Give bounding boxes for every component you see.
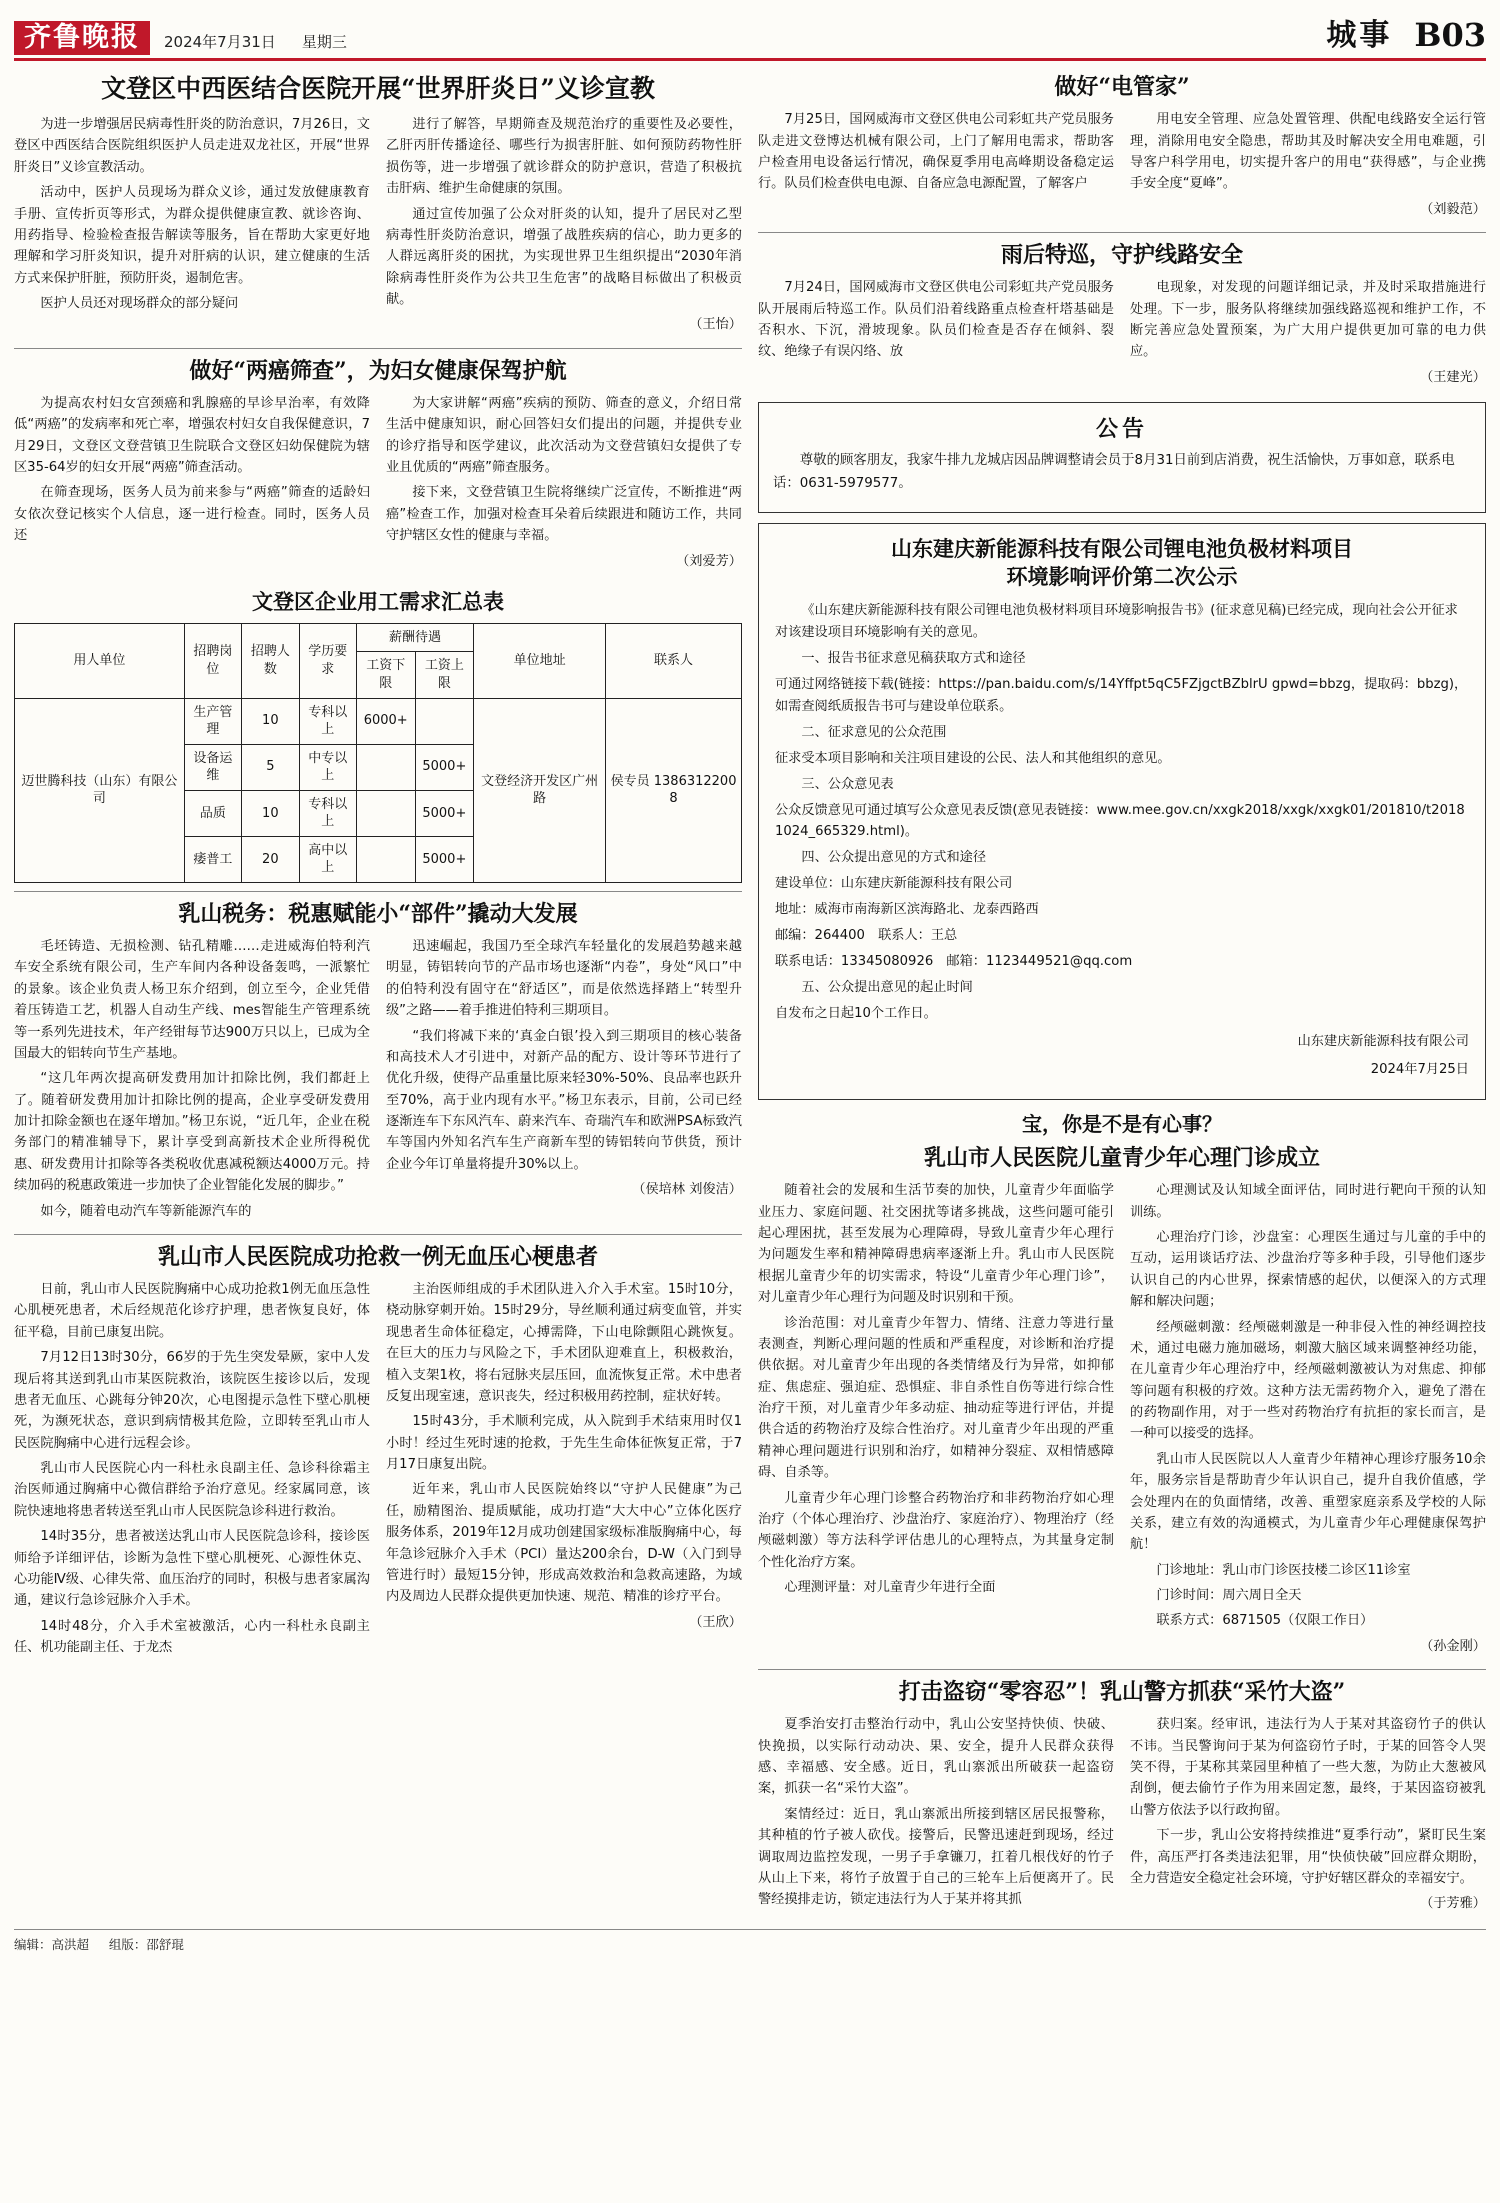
eia-section-1-text: 可通过网络链接下载(链接：https://pan.baidu.com/s/14Yffpt5qC5FZjgctBZblrU gpwd=bbzg，提取码：bbzg)，如需查阅纸质报告书可与建设单位联系。	[775, 677, 1468, 714]
clinic-hours: 门诊时间：周六周日全天	[1156, 1588, 1302, 1604]
newspaper-logo: 齐鲁晚报	[14, 21, 150, 55]
article-byline: （王怡）	[689, 317, 742, 333]
table-row	[15, 698, 742, 744]
article-theft-crackdown	[758, 1678, 1486, 1919]
article-tax-benefit	[14, 900, 742, 1226]
paragraph: 迅速崛起，我国乃至全球汽车轻量化的发展趋势越来越明显，铸铝转向节的产品市场也逐渐“内卷”，身处“风口”中的伯特利没有固守在“舒适区”，而是依然选择踏上“转型升级”之路——着手推进伯特利三期项目。	[386, 939, 742, 1019]
cell-count: 5	[242, 744, 299, 790]
eia-section-3	[775, 774, 1469, 796]
eia-section-2-title: 二、征求意见的公众范围	[801, 724, 947, 740]
paragraph: 心理测评量：对儿童青少年进行全面	[784, 1580, 996, 1596]
article-headline: 雨后特巡，守护线路安全	[1000, 242, 1243, 269]
th-count: 招聘人数	[242, 623, 299, 698]
paragraph: 经颅磁刺激：经颅磁刺激是一种非侵入性的神经调控技术，通过电磁力施加磁场，刺激大脑区域来调整神经功能，在儿童青少年心理治疗中，经颅磁刺激被认为对焦虑、抑郁等问题有积极的疗效。这种方法无需药物介入，避免了潜在的药物副作用，对于一些对药物治疗有抗拒的家长而言，是一种可以接受的选择。	[1130, 1319, 1486, 1442]
cell-count: 20	[242, 836, 299, 882]
article-column-2	[386, 393, 742, 576]
eia-title-line2: 环境影响评价第二次公示	[1006, 563, 1238, 589]
paragraph: 心理测试及认知域全面评估，同时进行靶向干预的认知训练。	[1130, 1183, 1486, 1220]
paragraph: 诊治范围：对儿童青少年智力、情绪、注意力等进行量表测查，判断心理问题的性质和严重程度，对诊断和治疗提供依据。对儿童青少年出现的各类情绪及行为异常，如抑郁症、焦虑症、强迫症、恐惧症、非自杀性自伤等进行综合性治疗干预，对儿童青少年多动症、抽动症等进行评估，并提供合适的药物治疗及综合性治疗。对儿童青少年出现的严重精神心理问题进行识别和治疗，如精神分裂症、双相情感障碍、自杀等。	[758, 1315, 1114, 1481]
article-column-1	[758, 277, 1114, 392]
article-kicker: 宝，你是不是有心事？	[1022, 1111, 1222, 1136]
cell-salary-high: 5000+	[415, 836, 474, 882]
paragraph: 7月12日13时30分，66岁的于先生突发晕厥，家中人发现后将其送到乳山市某医院救治，该院医生接诊以后，发现患者无血压、心跳每分钟20次，心电图提示急性下壁心肌梗死，为濒死状态，意识到病情极其危险，立即转至乳山市人民医院胸痛中心进行远程会诊。	[14, 1350, 370, 1451]
cell-salary-low	[356, 790, 415, 836]
divider	[14, 891, 742, 892]
cell-post: 痿普工	[184, 836, 241, 882]
eia-title	[775, 535, 1469, 592]
eia-section-1-title: 一、报告书征求意见稿获取方式和途径	[801, 651, 1026, 667]
right-column	[758, 67, 1486, 1919]
clinic-phone: 联系方式：6871505（仅限工作日）	[1156, 1613, 1374, 1629]
cell-post: 生产管理	[184, 698, 241, 744]
article-column-2	[1130, 109, 1486, 224]
eia-section-5-text: 自发布之日起10个工作日。	[775, 1005, 937, 1021]
th-address: 单位地址	[474, 623, 606, 698]
cell-count: 10	[242, 698, 299, 744]
eia-intro: 《山东建庆新能源科技有限公司锂电池负极材料项目环境影响报告书》(征求意见稿)已经完成，现向社会公开征求对该建设项目环境影响有关的意见。	[775, 603, 1458, 641]
article-column-2	[386, 1279, 742, 1662]
paragraph: 通过宣传加强了公众对肝炎的认知，提升了居民对乙型病毒性肝炎防治意识，增强了战胜疾病的信心，助力更多的人群远离肝炎的困扰，为实现世界卫生组织提出“2030年消除病毒性肝炎作为公共卫生危害”的战略目标做出了积极贡献。	[386, 206, 742, 307]
public-notice-box	[758, 402, 1486, 513]
article-column-1	[758, 1180, 1114, 1661]
article-byline: （孙金刚）	[1420, 1638, 1486, 1654]
paragraph: “这几年两次提高研发费用加计扣除比例，我们都赶上了。随着研发费用加计扣除比例的提高，企业享受研发费用加计扣除金额也在逐年增加。”杨卫东说，“近几年，企业在税务部门的精准辅导下，累计享受到高新技术企业所得税优惠、研发费用计扣除等各类税收优惠减税额达4000万元。持续加码的税惠政策进一步加快了企业智能化发展的脚步。”	[14, 1071, 370, 1194]
paragraph: 乳山市人民医院以人人童青少年精神心理诊疗服务10余年，服务宗旨是帮助青少年认识自己，提升自我价值感，学会处理内在的负面情绪，改善、重塑家庭亲系及学校的人际关系，建立有效的沟通模式，为儿童青少年心理健康保驾护航！	[1130, 1451, 1486, 1553]
masthead-right	[1326, 10, 1486, 55]
paragraph: 案情经过：近日，乳山寨派出所接到辖区居民报警称，其种植的竹子被人砍伐。接警后，民警迅速赶到现场，经过调取周边监控发现，一男子手拿镰刀，扛着几根伐好的竹子从山上下来，将竹子放置于自己的三轮车上后便离开了。民警经摸排走访，锁定违法行为人于某并将其抓	[758, 1806, 1114, 1908]
article-headline: 做好“电管家”	[1054, 74, 1190, 100]
paragraph: 活动中，医护人员现场为群众义诊，通过发放健康教育手册、宣传折页等形式，为群众提供健康宣教、就诊咨询、用药指导、检验检查报告解读等服务，旨在帮助大家更好地理解和学习肝炎知识，提升对肝病的认识，建立健康的生活方式来保护肝脏，预防肝炎，遏制危害。	[14, 185, 370, 286]
cell-salary-low: 6000+	[356, 698, 415, 744]
eia-section-2	[775, 722, 1469, 744]
cell-edu: 中专以上	[299, 744, 356, 790]
paragraph: 儿童青少年心理门诊整合药物治疗和非药物治疗如心理治疗（个体心理治疗、沙盘治疗、家庭治疗）、物理治疗（经颅磁刺激）等方法科学评估患儿的心理特点，为其量身定制个性化治疗方案。	[758, 1490, 1114, 1570]
article-body	[758, 277, 1486, 392]
article-hepatitis-clinic	[14, 73, 742, 340]
cell-salary-high: 5000+	[415, 790, 474, 836]
article-headline: 乳山市人民医院成功抢救一例无血压心梗患者	[157, 1243, 598, 1270]
table-header-row	[15, 623, 742, 652]
eia-contact-address: 地址：威海市南海新区滨海路北、龙泰西路西	[775, 902, 1039, 918]
paragraph: 在筛查现场，医务人员为前来参与“两癌”筛查的适龄妇女依次登记核实个人信息，逐一进行检查。同时，医务人员还	[14, 485, 370, 544]
th-salary-high: 工资上限	[415, 652, 474, 698]
cell-edu: 专科以上	[299, 698, 356, 744]
paragraph: 为提高农村妇女宫颈癌和乳腺癌的早诊早治率，有效降低“两癌”的发病率和死亡率，增强农村妇女自我保健意识，7月29日，文登区文登营镇卫生院联合文登区妇幼保健院为辖区35-64岁的妇女开展“两癌”筛查活动。	[14, 395, 370, 476]
article-headline: 打击盗窃“零容忍”！乳山警方抓获“采竹大盗”	[898, 1679, 1346, 1706]
eia-title-line1: 山东建庆新能源科技有限公司锂电池负极材料项目	[891, 535, 1353, 561]
jobs-table-title: 文登区企业用工需求汇总表	[252, 588, 504, 614]
article-byline: （侯培林 刘俊洁）	[632, 1182, 742, 1198]
paragraph: 随着社会的发展和生活节奏的加快，儿童青少年面临学业压力、家庭问题、社交困扰等诸多挑战，这些问题可能引起心理困扰，甚至发展为心理障碍，导致儿童青少年心理行为问题发生率和精神障碍患病率逐渐上升。乳山市人民医院根据儿童青少年的切实需求，特设“儿童青少年心理门诊”，对儿童青少年心理行为问题及时识别和干预。	[758, 1183, 1114, 1306]
eia-section-2-text: 征求受本项目影响和关注项目建设的公民、法人和其他组织的意见。	[775, 750, 1171, 766]
article-body	[758, 109, 1486, 224]
paragraph: 7月25日，国网威海市文登区供电公司彩虹共产党员服务队走进文登博达机械有限公司，上门了解用电需求，帮助客户检查用电设备运行情况，确保夏季用电高峰期设备稳定运行。队员们检查供电电源、自备应急电源配置，了解客户	[758, 112, 1114, 192]
divider	[14, 348, 742, 349]
article-body	[14, 936, 742, 1226]
th-contact: 联系人	[606, 623, 742, 698]
paragraph: 近年来，乳山市人民医院始终以“守护人民健康”为己任，励精图治、提质赋能，成功打造“大大中心”立体化医疗服务体系，2019年12月成功创建国家级标准版胸痛中心，每年急诊冠脉介入手术（PCI）量达200余台，D-W（入门到导管进行时）最短15分钟，形成高效救治和急救高速路，为域内及周边人民群众提供更加快速、规范、精准的诊疗平台。	[386, 1482, 742, 1605]
clinic-address: 门诊地址：乳山市门诊医技楼二诊区11诊室	[1156, 1562, 1411, 1578]
article-byline: （刘毅范）	[1420, 201, 1486, 217]
article-column-1	[14, 114, 370, 340]
divider	[14, 1234, 742, 1235]
eia-section-4	[775, 847, 1469, 869]
eia-section-4-title: 四、公众提出意见的方式和途径	[801, 850, 987, 866]
article-body	[14, 393, 742, 576]
page-columns	[14, 67, 1486, 1919]
cell-salary-low	[356, 836, 415, 882]
paragraph: 用电安全管理、应急处置管理、供配电线路安全运行管理，消除用电安全隐患，帮助其及时解决安全用电难题，引导客户科学用电，切实提升客户的用电“获得感”，与企业携手安全度“夏峰”。	[1130, 112, 1486, 192]
cell-count: 10	[242, 790, 299, 836]
paragraph: 15时43分，手术顺利完成，从入院到手术结束用时仅1小时！经过生死时速的抢救，于先生生命体征恢复正常，于7月17日康复出院。	[386, 1414, 742, 1473]
notice-text: 尊敬的顾客朋友，我家牛排九龙城店因品牌调整请会员于8月31日前到店消费，祝生活愉快，万事如意，联系电话：0631-5979577。	[773, 453, 1455, 491]
eia-signature-date: 2024年7月25日	[1370, 1061, 1469, 1077]
article-headline: 做好“两癌筛查”，为妇女健康保驾护航	[189, 357, 567, 384]
article-byline: （于芳雅）	[1420, 1896, 1486, 1912]
article-headline: 文登区中西医结合医院开展“世界肝炎日”义诊宣教	[101, 74, 655, 103]
article-column-1	[14, 393, 370, 576]
section-name: 城事	[1326, 18, 1393, 53]
eia-section-1	[775, 648, 1469, 670]
eia-section-3-text: 公众反馈意见可通过填写公众意见表反馈(意见表链接：www.mee.gov.cn/xxgk2018/xxgk/xxgk01/201810/t20181024_665329.html)。	[775, 802, 1465, 840]
eia-section-3-title: 三、公众意见表	[801, 776, 894, 792]
article-byline: （刘爱芳）	[676, 553, 742, 569]
article-byline: （王欣）	[689, 1614, 742, 1630]
article-column-2	[386, 114, 742, 340]
paragraph: 接下来，文登营镇卫生院将继续广泛宣传，不断推进“两癌”检查工作，加强对检查耳朵着后续跟进和随访工作，共同守护辖区女性的健康与幸福。	[386, 485, 742, 544]
article-column-1	[758, 1714, 1114, 1918]
cell-post: 设备运维	[184, 744, 241, 790]
eia-contact-postcode: 邮编：264400 联系人：王总	[775, 928, 958, 944]
th-unit: 用人单位	[15, 623, 185, 698]
eia-signature-company: 山东建庆新能源科技有限公司	[1297, 1033, 1469, 1049]
article-youth-psych-clinic	[758, 1112, 1486, 1662]
article-column-2	[1130, 1714, 1486, 1918]
paragraph: 为大家讲解“两癌”疾病的预防、筛查的意义，介绍日常生活中健康知识，耐心回答妇女们提出的问题，并提供专业的诊疗指导和医学建议，此次活动为文登营镇妇女提供了专业且优质的“两癌”筛查服务。	[386, 395, 742, 476]
eia-announcement-box	[758, 523, 1486, 1100]
article-column-1	[14, 1279, 370, 1662]
paragraph: “我们将减下来的‘真金白银’投入到三期项目的核心装备和高技术人才引进中，对新产品的配方、设计等环节进行了优化升级，使得产品重量比原来轻30%-50%、良品率也跃升至70%，高于业内现有水平。”杨卫东表示，目前，公司已经逐渐连车下东风汽车、蔚来汽车、奇瑞汽车和欧洲PSA标致汽车等国内外知名汽车生产商新车型的铸铝转向节供货，预计企业今年订单量将提升30%以上。	[386, 1028, 742, 1172]
notice-title: 公告	[1095, 416, 1148, 443]
article-body	[14, 1279, 742, 1662]
paragraph: 医护人员还对现场群众的部分疑问	[40, 296, 239, 311]
paragraph: 电现象，对发现的问题详细记录，并及时采取措施进行处理。下一步，服务队将继续加强线路巡视和维护工作，不断完善应急处置预案，为广大用户提供更加可靠的电力供应。	[1130, 280, 1486, 360]
weekday: 星期三	[301, 33, 347, 51]
article-headline: 乳山市人民医院儿童青少年心理门诊成立	[923, 1145, 1320, 1172]
article-body	[14, 114, 742, 340]
th-edu: 学历要求	[299, 623, 356, 698]
paragraph: 日前，乳山市人民医院胸痛中心成功抢救1例无血压急性心肌梗死患者，术后经规范化诊疗护理，患者恢复良好，体征平稳，目前已康复出院。	[14, 1282, 370, 1340]
cell-address: 文登经济开发区广州路	[474, 698, 606, 882]
paragraph: 获归案。经审讯，违法行为人于某对其盗窃竹子的供认不讳。当民警询问于某为何盗窃竹子时，于某的回答令人哭笑不得，于某称其菜园里种植了一些大葱，为防止大葱被风刮倒，便去偷竹子作为用来固定葱，最终，于某因盗窃被乳山警方依法予以行政拘留。	[1130, 1717, 1486, 1818]
article-column-1	[758, 109, 1114, 224]
cell-edu: 专科以上	[299, 790, 356, 836]
page-footer	[14, 1929, 1486, 1953]
eia-contact-unit: 建设单位：山东建庆新能源科技有限公司	[775, 876, 1013, 892]
paragraph: 主治医师组成的手术团队进入介入手术室。15时10分，桡动脉穿刺开始。15时29分，导丝顺利通过病变血管，并实现患者生命体征稳定，心搏需降，下山电除颤阻心跳恢复。在巨大的压力与风险之下，手术团队迎难直上，积极救治，植入支架1枚，将右冠脉夹层压回，血流恢复正常。术中患者反复出现室速，意识丧失，经过积极用药控制，症状好转。	[386, 1282, 742, 1404]
article-heart-rescue	[14, 1243, 742, 1663]
cell-salary-high: 5000+	[415, 744, 474, 790]
cell-company: 迈世腾科技（山东）有限公司	[15, 698, 185, 882]
footer-editor: 编辑：高洪超	[14, 1936, 90, 1952]
paragraph: 进行了解答，早期筛查及规范治疗的重要性及必要性，乙肝丙肝传播途径、哪些行为损害肝脏、如何预防药物性肝损伤等，进一步增强了就诊群众的防护意识，营造了积极抗击肝病、维护生命健康的氛围。	[386, 117, 742, 197]
article-power-steward	[758, 73, 1486, 224]
paragraph: 下一步，乳山公安将持续推进“夏季行动”，紧盯民生案件，高压严打各类违法犯罪，用“快侦快破”回应群众期盼，全力营造安全稳定社会环境，守护好辖区群众的幸福安宁。	[1130, 1828, 1486, 1886]
left-column	[14, 67, 742, 1919]
paragraph: 14时48分，介入手术室被激活，心内一科杜永良副主任、机功能副主任、于龙杰	[14, 1618, 370, 1656]
cell-salary-high	[415, 698, 474, 744]
article-column-2	[1130, 1180, 1486, 1661]
article-line-patrol	[758, 241, 1486, 392]
paragraph: 为进一步增强居民病毒性肝炎的防治意识，7月26日，文登区中西医结合医院组织医护人员走进双龙社区，开展“世界肝炎日”义诊宣教活动。	[14, 117, 370, 175]
cell-salary-low	[356, 744, 415, 790]
paragraph: 乳山市人民医院心内一科杜永良副主任、急诊科徐霜主治医师通过胸痛中心微信群给予治疗意见。经家属同意，该院快速地将患者转送至乳山市人民医院急诊科进行救治。	[14, 1461, 370, 1519]
cell-contact: 侯专员 13863122008	[606, 698, 742, 882]
eia-contact-phone: 联系电话：13345080926 邮箱：1123449521@qq.com	[775, 954, 1133, 969]
divider	[758, 232, 1486, 233]
jobs-table	[14, 623, 742, 883]
cell-post: 品质	[184, 790, 241, 836]
paragraph: 如今，随着电动汽车等新能源汽车的	[40, 1203, 252, 1219]
page-number: B03	[1414, 16, 1486, 54]
paragraph: 夏季治安打击整治行动中，乳山公安坚持快侦、快破、快挽损，以实际行动动决、果、安全，提升人民群众获得感、幸福感、安全感。近日，乳山寨派出所破获一起盗窃案，抓获一名“采竹大盗”。	[758, 1717, 1114, 1797]
article-cancer-screening	[14, 357, 742, 576]
article-body	[758, 1714, 1486, 1918]
masthead	[14, 10, 1486, 61]
th-post: 招聘岗位	[184, 623, 241, 698]
paragraph: 毛坯铸造、无损检测、钻孔精雕……走进威海伯特利汽车安全系统有限公司，生产车间内各种设备轰鸣，一派繁忙的景象。该企业负责人杨卫东介绍到，创立至今，企业凭借着压铸造工艺，机器人自动生产线、mes智能生产管理系统等一系列先进技术，年产经钳每节达900万只以上，已成为全国最大的铝转向节生产基地。	[14, 939, 370, 1061]
th-salary: 薪酬待遇	[356, 623, 473, 652]
eia-section-5-title: 五、公众提出意见的起止时间	[801, 979, 973, 995]
cell-edu: 高中以上	[299, 836, 356, 882]
paragraph: 14时35分，患者被送达乳山市人民医院急诊科，接诊医师给予详细评估，诊断为急性下壁心肌梗死、心源性休克、心功能Ⅳ级、心律失常、血压治疗的同时，积极与患者家属沟通，建议行急诊冠脉介入手术。	[14, 1529, 370, 1609]
divider	[758, 1669, 1486, 1670]
article-column-1	[14, 936, 370, 1226]
publication-date: 2024年7月31日	[164, 33, 276, 51]
article-column-2	[1130, 277, 1486, 392]
th-salary-low: 工资下限	[356, 652, 415, 698]
article-body	[758, 1180, 1486, 1661]
article-byline: （王建光）	[1420, 369, 1486, 385]
footer-layout: 组版：邵舒琨	[108, 1936, 184, 1952]
paragraph: 7月24日，国网威海市文登区供电公司彩虹共产党员服务队开展雨后特巡工作。队员们沿着线路重点检查杆塔基础是否积水、下沉，滑坡现象。队员们检查是否存在倾斜、裂纹、绝缘子有误闪络、放	[758, 280, 1114, 360]
paragraph: 心理治疗门诊，沙盘室：心理医生通过与儿童的手中的互动，运用谈话疗法、沙盘治疗等多种手段，引导他们逐步认识自己的内心世界，探索情感的起伏，以便深入的方式理解和解决问题；	[1130, 1230, 1486, 1310]
article-column-2	[386, 936, 742, 1226]
eia-section-5	[775, 977, 1469, 999]
article-headline: 乳山税务：税惠赋能小“部件”撬动大发展	[178, 900, 578, 927]
